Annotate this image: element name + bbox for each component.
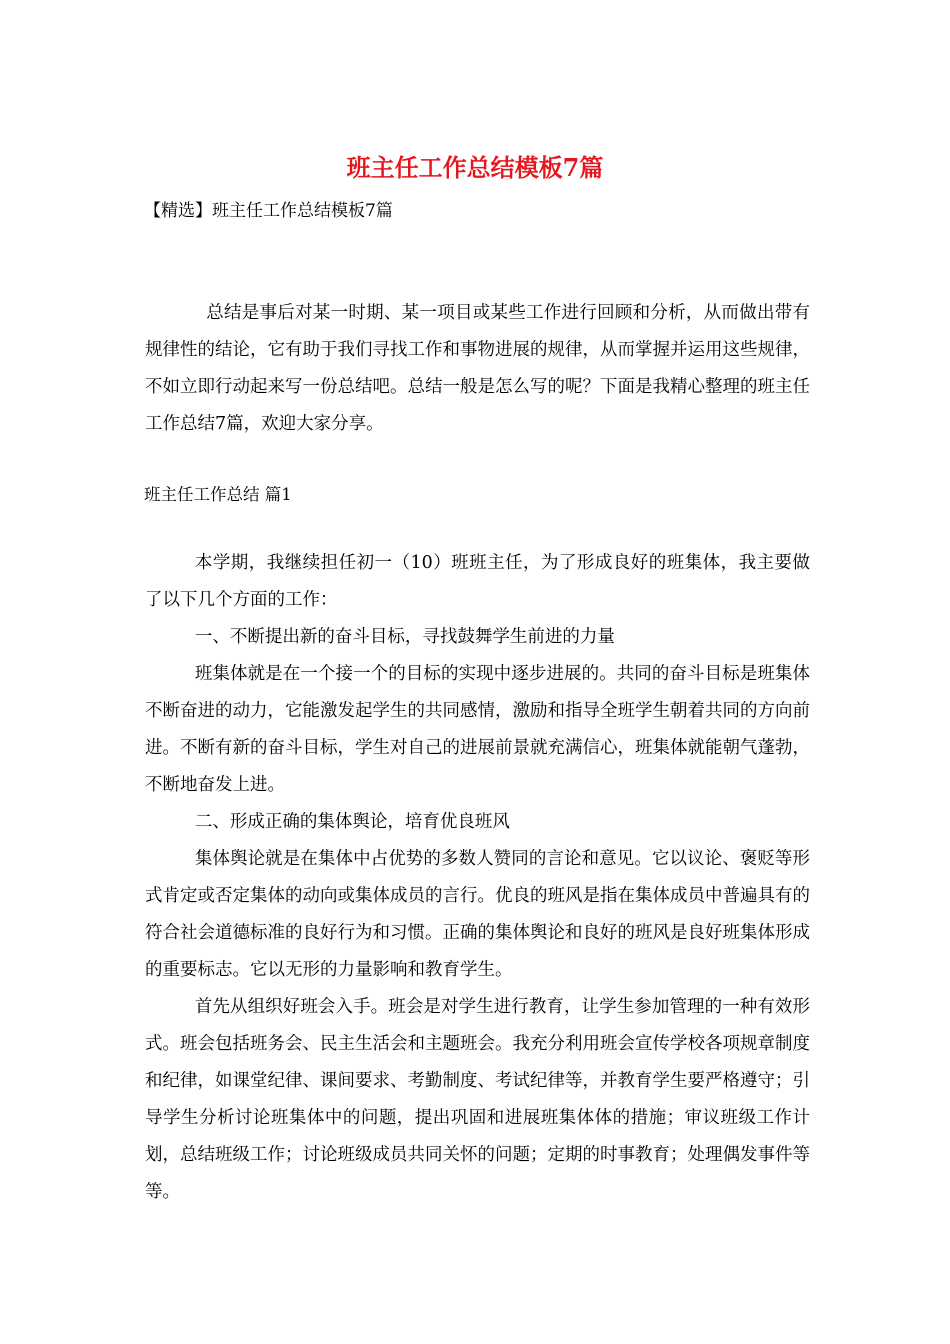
document-title: 班主任工作总结模板7篇 <box>346 153 604 182</box>
body-paragraph: 集体舆论就是在集体中占优势的多数人赞同的言论和意见。它以议论、褒贬等形式肯定或否定集体的动向或集体成员的言行。优良的班风是指在集体成员中普遍具有的符合社会道德标准的良好行为和习惯。正确的集体舆论和良好的班风是良好班集体形成的重要标志。它以无形的力量影响和教育学生。 <box>145 849 810 980</box>
body-paragraph: 班集体就是在一个接一个的目标的实现中逐步进展的。共同的奋斗目标是班集体不断奋进的动力，它能激发起学生的共同感情，激励和指导全班学生朝着共同的方向前进。不断有新的奋斗目标，学生对自己的进展前景就充满信心，班集体就能朝气蓬勃，不断地奋发上进。 <box>145 664 810 795</box>
body-paragraph: 首先从组织好班会入手。班会是对学生进行教育，让学生参加管理的一种有效形式。班会包括班务会、民主生活会和主题班会。我充分利用班会宣传学校各项规章制度和纪律，如课堂纪律、课间要求、考勤制度、考试纪律等，并教育学生要严格遵守；引导学生分析讨论班集体中的问题，提出巩固和进展班集体体的措施；审议班级工作计划，总结班级工作；讨论班级成员共同关怀的问题；定期的时事教育；处理偶发事件等等。 <box>145 997 810 1202</box>
body-subheading: 二、形成正确的集体舆论，培育优良班风 <box>194 812 510 832</box>
body-subheading: 一、不断提出新的奋斗目标，寻找鼓舞学生前进的力量 <box>194 627 615 647</box>
body-paragraph: 本学期，我继续担任初一（10）班班主任，为了形成良好的班集体，我主要做了以下几个方面的工作： <box>145 553 810 610</box>
section-heading: 班主任工作总结 篇1 <box>144 485 292 504</box>
document-subtitle: 【精选】班主任工作总结模板7篇 <box>144 201 393 221</box>
intro-paragraph: 总结是事后对某一时期、某一项目或某些工作进行回顾和分析，从而做出带有规律性的结论，它有助于我们寻找工作和事物进展的规律，从而掌握并运用这些规律，不如立即行动起来写一份总结吧。总结一般是怎么写的呢？下面是我精心整理的班主任工作总结7篇，欢迎大家分享。 <box>145 303 810 434</box>
section-body <box>145 545 810 1211</box>
